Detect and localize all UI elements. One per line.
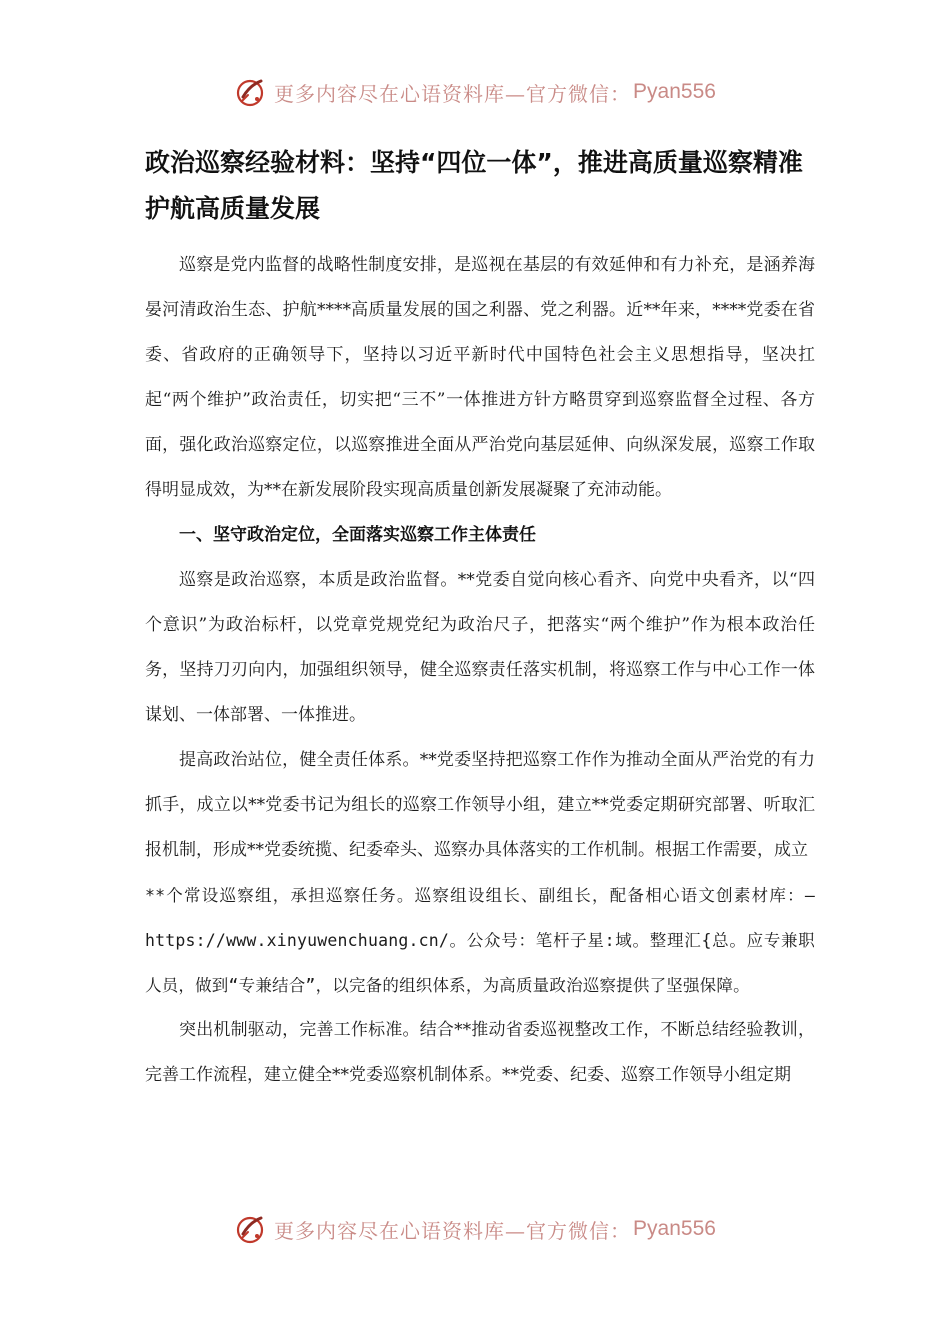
body-paragraph: **个常设巡察组，承担巡察任务。巡察组设组长、副组长，配备相心语文创素材库：—https://www.xinyuwenchuang.cn/。公众号：笔杆子星:域。整理汇{总。应专兼职人员，做到“专兼结合”，以完备的组织体系，为高质量政治巡察提供了坚强保障。 (145, 886, 815, 995)
header-watermark-banner (0, 72, 950, 112)
brush-logo-icon (234, 75, 268, 109)
body-paragraph: 突出机制驱动，完善工作标准。结合**推动省委巡视整改工作，不断总结经验教训，完善工作流程，建立健全**党委巡察机制体系。**党委、纪委、巡察工作领导小组定期 (145, 1020, 815, 1085)
banner-wechat-id: Pyan556 (633, 80, 716, 103)
document-body (145, 243, 815, 1098)
banner-wechat-id: Pyan556 (633, 1217, 716, 1240)
banner-text: 更多内容尽在心语资料库—官方微信： (274, 1218, 632, 1243)
section-heading: 一、坚守政治定位，全面落实巡察工作主体责任 (179, 525, 536, 545)
body-paragraph: 巡察是政治巡察，本质是政治监督。**党委自觉向核心看齐、向党中央看齐，以“四个意识”为政治标杆，以党章党规党纪为政治尺子，把落实“两个维护”作为根本政治任务，坚持刀刃向内，加强组织领导，健全巡察责任落实机制，将巡察工作与中心工作一体谋划、一体部署、一体推进。 (145, 570, 815, 725)
intro-paragraph: 巡察是党内监督的战略性制度安排，是巡视在基层的有效延伸和有力补充，是涵养海晏河清政治生态、护航****高质量发展的国之利器、党之利器。近**年来，****党委在省委、省政府的正确领导下，坚持以习近平新时代中国特色社会主义思想指导，坚决扛起“两个维护”政治责任，切实把“三不”一体推进方针方略贯穿到巡察监督全过程、各方面，强化政治巡察定位，以巡察推进全面从严治党向基层延伸、向纵深发展，巡察工作取得明显成效，为**在新发展阶段实现高质量创新发展凝聚了充沛动能。 (145, 255, 815, 500)
footer-watermark-banner (0, 1209, 950, 1249)
document-title: 政治巡察经验材料：坚持“四位一体”，推进高质量巡察精准护航高质量发展 (145, 148, 803, 223)
body-paragraph: 提高政治站位，健全责任体系。**党委坚持把巡察工作作为推动全面从严治党的有力抓手，成立以**党委书记为组长的巡察工作领导小组，建立**党委定期研究部署、听取汇报机制，形成**党委统揽、纪委牵头、巡察办具体落实的工作机制。根据工作需要，成立 (145, 750, 815, 860)
brush-logo-icon (234, 1212, 268, 1246)
banner-text: 更多内容尽在心语资料库—官方微信： (274, 81, 632, 106)
